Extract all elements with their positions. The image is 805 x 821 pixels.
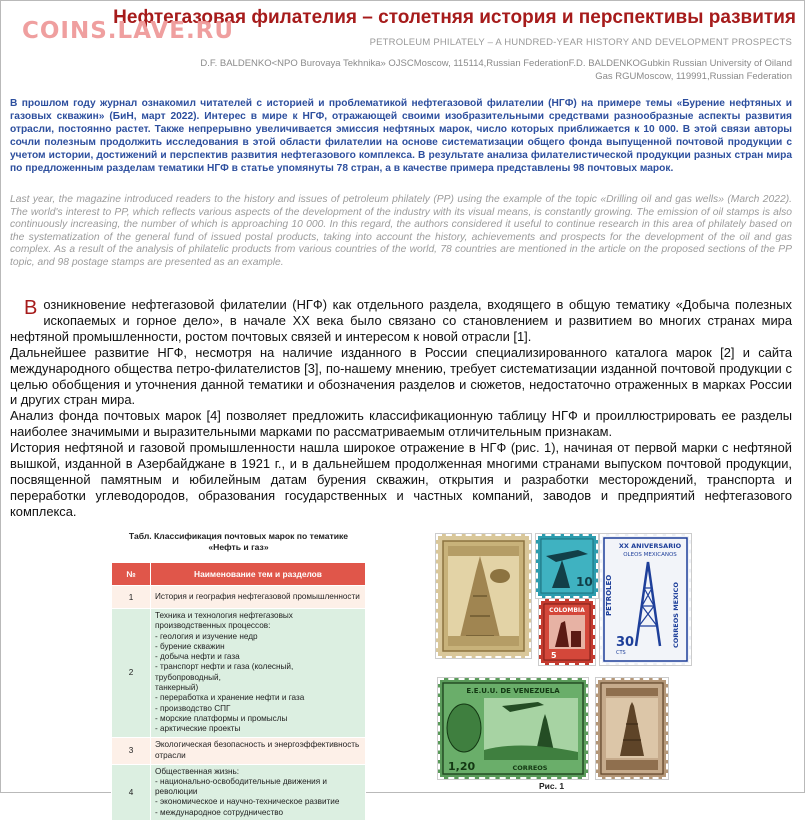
stamp-sepia-refinery — [596, 678, 668, 779]
stamp-blue-airmail-art — [538, 536, 596, 596]
paragraph-1 — [10, 297, 792, 345]
row-number: 1 — [112, 586, 151, 609]
paragraph-2: Дальнейшее развитие НГФ, несмотря на наличие изданного в России специализированного каталога марок [2] и сайта международного общества петро-филателистов [3], по-нашему мнению, требует систематизации изданной почтовой продукции с целью обобщения и уточнения данной тематики и обозначения разделов и сюжетов, недостаточно отраженных в марках России и других стран мира. — [10, 344, 792, 408]
row-line: - международное сотрудничество — [155, 807, 284, 817]
article-subtitle: PETROLEUM PHILATELY – A HUNDRED-YEAR HISTORY AND DEVELOPMENT PROSPECTS — [369, 37, 792, 48]
stamp-colombia-name: COLOMBIA — [549, 607, 585, 614]
stamp-mexico-value: 30 — [616, 635, 635, 650]
table-header-row — [112, 563, 366, 586]
abstract-russian: В прошлом году журнал ознакомил читателей с историей и проблематикой нефтегазовой филателии (НГФ) на примере темы «Бурение нефтяных и газовых скважин» (БиН, март 2022). Интерес в мире к НГФ, отражающей своими изобразительными средствами разнообразные аспекты развития отрасли, постоянно растет. Также непрерывно увеличивается эмиссия нефтяных марок, число которых приближается к 10 000. В этой связи авторы сочли полезным продолжить исследования в этой области филателии на основе систематизации общего фонда выпущенной почтовой продукции с учетом истории, достижений и перспектив развития нефтегазового комплекса. В результате анализа филателистической продукции разных стран мира по предложенным разделам тематики НГФ в статье упомянуты 78 стран, а в качестве примера представлены 98 почтовых марок. — [10, 98, 792, 175]
table-row — [112, 586, 366, 609]
row-number: 4 — [112, 764, 151, 820]
row-line: Техника и технология нефтегазовых производственных процессов: — [155, 611, 293, 631]
row-line: Общественная жизнь: — [155, 766, 240, 776]
stamp-mexico-side: PETROLEO — [605, 574, 613, 616]
stamp-mexico-sub: OLEOS MEXICANOS — [623, 552, 677, 558]
paragraph-1-text: озникновение нефтегазовой филателии (НГФ) как отдельного раздела, входящего в общую тематику «Добыча полезных ископаемых и горное дело», в начале ХХ века было связано со становлением и развитием во многих странах мира нефтяной промышленности, ростом почтовых связей и интересом к новой отрасли [1]. — [10, 297, 792, 344]
table-caption — [111, 531, 366, 553]
column-header-name: Наименование тем и разделов — [151, 563, 366, 586]
article-body — [10, 297, 792, 520]
row-line: отрасли — [155, 750, 186, 760]
row-line: - экономическое и научно-техническое развитие — [155, 797, 340, 807]
row-line: - национально-освободительные движения и революции — [155, 776, 328, 797]
stamp-venezuela-name: E.E.U.U. DE VENEZUELA — [466, 687, 560, 695]
row-text — [151, 764, 366, 820]
row-text — [151, 737, 366, 764]
table-row — [112, 737, 366, 764]
row-line: Экологическая безопасность и энергоэффективность — [155, 740, 360, 750]
stamp-venezuela — [438, 678, 588, 779]
table-caption-line-1: Табл. Классификация почтовых марок по тематике — [128, 531, 349, 541]
stamp-sepia-tower — [436, 534, 531, 658]
row-text — [151, 586, 366, 609]
stamp-blue-value: 10 — [576, 575, 593, 589]
stamp-mexico — [600, 534, 691, 665]
stamp-blue-airmail — [536, 534, 598, 598]
stamp-colombia — [539, 599, 595, 665]
paragraph-4: История нефтяной и газовой промышленности нашла широкое отражение в НГФ (рис. 1), начиная от первой марки с нефтяной вышкой, изданной в Азербайджане в 1921 г., и в дальнейшем продолженная многими странами выпуском почтовой продукции, посвященной памятным и юбилейным датам бурения скважин, открытия и разработки месторождений, транспорта и переработки углеводородов, образования государственных и частных компаний, заводов и предприятий нефтегазового комплекса. — [10, 440, 792, 519]
stamp-venezuela-value: 1,20 — [448, 760, 476, 773]
row-line: - производство СПГ — [155, 703, 231, 713]
table-caption-line-2: «Нефть и газ» — [208, 542, 269, 552]
stamp-venezuela-art — [440, 680, 586, 777]
row-line: танкерный) — [155, 683, 199, 693]
authors-affiliations: D.F. BALDENKO<NPO Burovaya Tekhnika» OJSCMoscow, 115114,Russian FederationF.D. BALDENKOGubkin Russian University of Oiland Gas RGUMoscow, 119991,Russian Federation — [200, 58, 792, 82]
column-header-number: № — [112, 563, 151, 586]
row-line: - геология и изучение недр — [155, 631, 258, 641]
abstract-english: Last year, the magazine introduced readers to the history and issues of petroleum philately (PP) using the example of the topic «Drilling oil and gas wells» (March 2022). The world's interest to PP, which reflects various aspects of the development of the industry with its visual means, is constantly growing. The emission of oil stamps is also continuously increasing, the number of which is approaching 10 000. In this regard, the authors considered it useful to continue research in this area of philately based on the systematization of the general fund of issued postal products, taking into account the history, achievements and prospects for the development of the oil and gas complex. As a result of the analysis of philatelic products from various countries of the world, 78 countries are mentioned in the article on the proposed sections of the PP topic, and 98 postage stamps are presented as an example. — [10, 194, 792, 268]
stamp-venezuela-bottom: CORREOS — [512, 764, 548, 772]
article-title: Нефтегазовая филателия – столетняя история и перспективы развития — [113, 7, 796, 28]
drop-cap: В — [24, 297, 38, 319]
stamp-colombia-value: 5 — [551, 651, 557, 660]
row-line: - арктические проекты — [155, 724, 241, 734]
row-line: История и география нефтегазовой промышленности — [155, 591, 360, 601]
row-line: - добыча нефти и газа — [155, 652, 240, 662]
row-line: - переработка и хранение нефти и газа — [155, 693, 305, 703]
table-row — [112, 764, 366, 820]
row-line: - морские платформы и промыслы — [155, 713, 288, 723]
watermark-logo: COINS.LAVE.RU — [22, 18, 235, 44]
row-text — [151, 609, 366, 738]
stamp-colombia-art — [541, 601, 593, 663]
row-line: - бурение скважин — [155, 641, 225, 651]
table-row — [112, 609, 366, 738]
stamp-mexico-bottom: CORREOS MEXICO — [672, 582, 680, 648]
row-line: - транспорт нефти и газа (колесный, трубопроводный, — [155, 662, 294, 682]
stamp-mexico-top: XX ANIVERSARIO — [618, 542, 682, 550]
stamp-mexico-cts: CTS — [616, 650, 626, 656]
classification-table — [111, 562, 366, 821]
row-number: 3 — [112, 737, 151, 764]
figure-caption: Рис. 1 — [539, 781, 565, 791]
stamp-sepia-tower-art — [438, 536, 529, 656]
stamp-sepia-refinery-art — [598, 680, 666, 777]
stamp-mexico-art — [602, 536, 689, 663]
row-number: 2 — [112, 609, 151, 738]
paragraph-3: Анализ фонда почтовых марок [4] позволяет предложить классификационную таблицу НГФ и проиллюстрировать ее разделы наиболее значимыми и выразительными марками по рассматриваемым отличительным признакам. — [10, 408, 792, 440]
